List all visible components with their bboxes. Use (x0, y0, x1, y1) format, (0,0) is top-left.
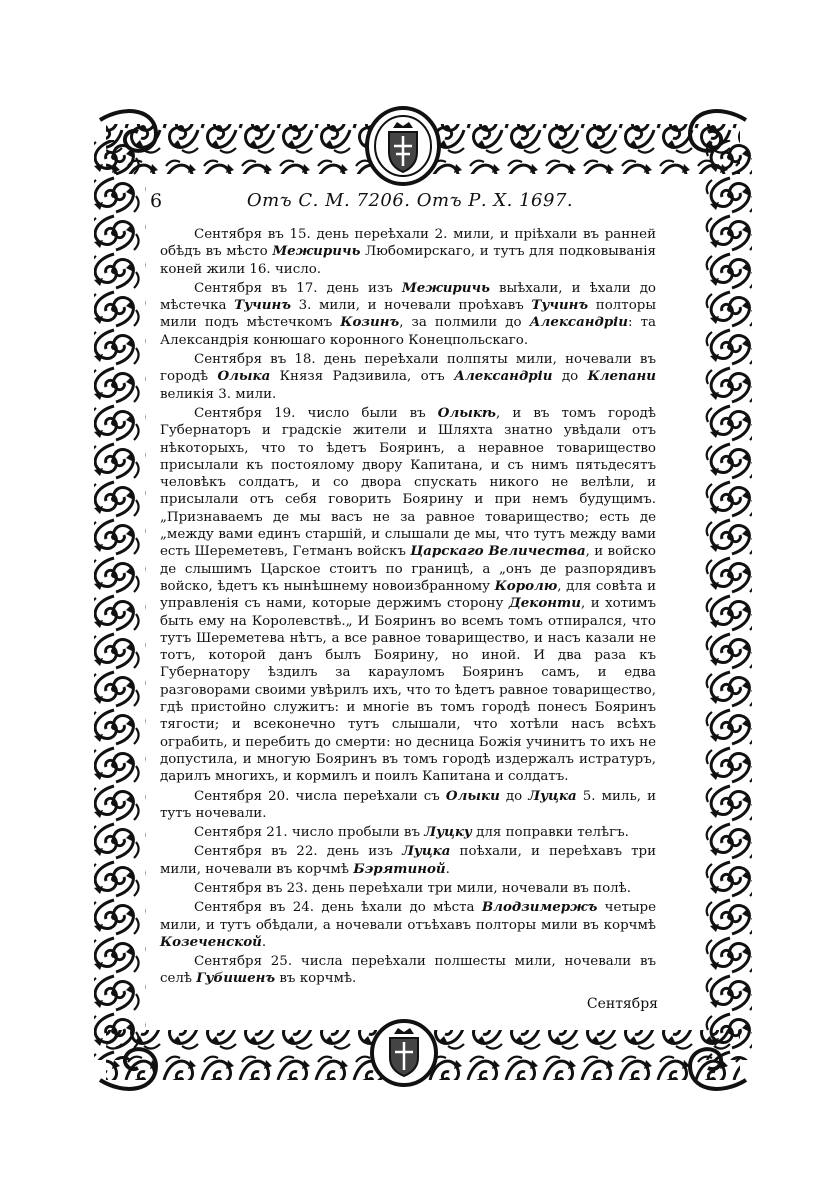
body-text (160, 226, 656, 990)
italic-name: Деконти (508, 595, 581, 612)
italic-name: Олыкѣ (437, 404, 496, 421)
paragraph (160, 226, 656, 278)
italic-name: Клепани (587, 368, 656, 385)
paragraph (160, 824, 656, 841)
italic-name: Бэрятиной (353, 860, 446, 877)
italic-name: Александріи (529, 314, 629, 331)
paragraph (160, 405, 656, 786)
catchword: Сентября (586, 996, 658, 1012)
paragraph (160, 351, 656, 403)
italic-name: Луцка (402, 843, 451, 860)
text-run: великія 3. мили. (160, 386, 277, 402)
bottom-coat-of-arms-medallion (368, 1018, 440, 1088)
italic-name: Межиричь (401, 279, 490, 296)
italic-name: Луцка (528, 787, 577, 804)
text-run: выѣхали, и ѣхали до мѣстечка (160, 280, 656, 314)
text-run: четыре мили, и тутъ обѣдали, а ночевали отъѣхавъ полторы мили въ корчмѣ (160, 900, 657, 933)
text-run: , и хотимъ быть ему на Королевствѣ.„ И Бояринъ во всемъ томъ отпирался, что тутъ Шереметева нѣтъ, а все равное товарищество, и насъ казали не тотъ, которой данъ былъ Боярину, но иной. И два раза къ Губернатору ѣздилъ за карауломъ Бояринъ самъ, и едва разговорами своими увѣрилъ ихъ, что то ѣдетъ равное товарищество, гдѣ пристойно служитъ: и многіе въ томъ городѣ понесъ Бояринъ тягости; и всеконечно тутъ слышали, что хотѣли насъ всѣхъ ограбить, и перебить до смерти: но десница Божія учинитъ то ихъ не допустила, и многую Бояринъ въ томъ городѣ издержалъ истратуръ, дарилъ многихъ, и кормилъ и поилъ Капитана и солдатъ. (160, 596, 657, 785)
paragraph (160, 880, 656, 897)
text-run: . (261, 934, 267, 950)
text-run: поѣхали, и переѣхавъ три мили, ночевали въ корчмѣ (160, 844, 657, 877)
running-head: Отъ С. М. 7206. Отъ Р. Х. 1697. (246, 190, 574, 211)
italic-name: Александріи (454, 368, 553, 385)
italic-name: Влодзимержъ (481, 899, 598, 916)
text-run: : та Александрія конюшаго коронного Конецпольскаго. (160, 315, 656, 348)
text-run: 3. мили, и ночевали проѣхавъ (290, 298, 532, 314)
italic-name: Губишенъ (196, 970, 276, 987)
paragraph (160, 953, 656, 988)
text-run: для поправки телѣгъ. (471, 825, 629, 841)
text-run: до (499, 788, 529, 804)
italic-name: Межиричь (272, 243, 361, 260)
italic-name: Олыка (217, 368, 271, 385)
text-run: Сентября 25. числа переѣхали полшесты мили, ночевали въ селѣ (160, 954, 656, 987)
text-run: Сентября въ 24. день ѣхали до мѣста (194, 900, 482, 916)
italic-name: Царскаго Величества (410, 543, 586, 560)
italic-name: Олыки (445, 787, 500, 804)
page-number: 6 (150, 190, 163, 212)
text-run: въ корчмѣ. (275, 971, 357, 987)
page-header (150, 190, 670, 216)
text-run: , и войско де слышимъ Царское стоитъ по границѣ, а „онъ де разпорядивъ войско, ѣдетъ къ нынѣшнему новоизбранному (160, 544, 656, 594)
text-run: полторы мили подъ мѣстечкомъ (160, 298, 656, 331)
paragraph (160, 788, 656, 823)
text-run: Сентября въ 17. день изъ (194, 280, 402, 296)
italic-name: Козеченской (160, 933, 262, 950)
text-run: , для совѣта и управленія съ нами, которые держимъ сторону (160, 578, 656, 612)
text-run: , и въ томъ городѣ Губернаторъ и градскіе жители и Шляхта знатно увѣдали отъ нѣкоторыхъ, что то ѣдетъ Бояринъ, а неравное товарищество присылали къ постоялому двору Капитана, и съ нимъ пятьдесятъ человѣкъ солдатъ, и со двора спускать никого не велѣли, и присылали отъ себя говорить Боярину и при немъ будущимъ. „Признаваемъ де мы васъ не за равное товарищество; есть де „между вами единъ старшій, и слышали де мы, что тутъ между вами есть Шереметевъ, Гетманъ войскъ (160, 405, 656, 560)
paragraph (160, 899, 656, 951)
italic-name: Тучинъ (531, 297, 589, 314)
text-run: 5. миль, и тутъ ночевали. (160, 788, 656, 821)
italic-name: Козинъ (340, 314, 400, 331)
italic-name: Луцку (424, 824, 472, 841)
text-run: Сентября 20. числа переѣхали съ (194, 788, 446, 804)
text-run: Сентября 19. число были въ (194, 405, 438, 421)
top-coat-of-arms-medallion (363, 106, 443, 186)
text-run: Сентября въ 15. день переѣхали 2. мили, и пріѣхали въ ранней обѣдъ въ мѣсто (160, 227, 656, 260)
text-run: . (445, 861, 450, 877)
text-run: , за полмили до (399, 315, 530, 331)
paragraph (160, 280, 656, 349)
text-run: Сентября въ 22. день изъ (194, 844, 403, 860)
text-run: Сентября въ 23. день переѣхали три мили, ночевали въ полѣ. (194, 880, 632, 896)
italic-name: Тучинъ (234, 297, 291, 314)
paragraph (160, 843, 656, 878)
italic-name: Королю (494, 577, 558, 594)
text-run: Князя Радзивила, отъ (270, 369, 455, 385)
text-run: Сентября 21. число пробыли въ (194, 825, 425, 841)
text-run: Сентября въ 18. день переѣхали полпяты мили, ночевали въ городѣ (160, 352, 656, 385)
text-run: до (552, 369, 588, 385)
text-run: Любомирскаго, и тутъ для подковыванія коней жили 16. число. (160, 244, 656, 277)
